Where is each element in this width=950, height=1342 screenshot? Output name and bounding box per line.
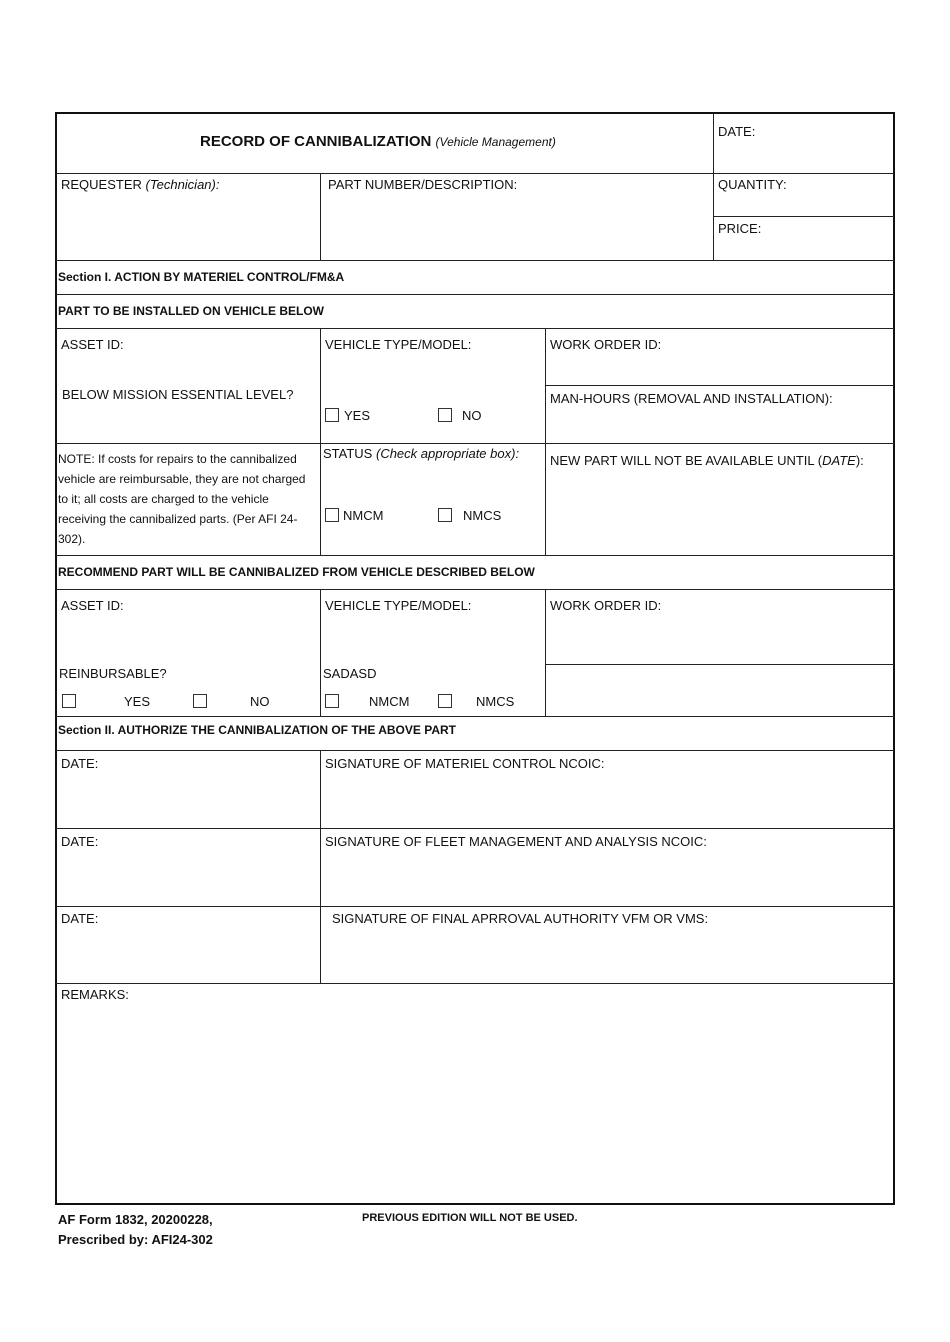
- remarks-label: REMARKS:: [61, 987, 129, 1002]
- edition-notice: PREVIOUS EDITION WILL NOT BE USED.: [362, 1212, 578, 1224]
- rule: [56, 589, 894, 590]
- rule: [56, 828, 894, 829]
- reimb-yes-checkbox[interactable]: [62, 694, 76, 708]
- form-title-main: RECORD OF CANNIBALIZATION: [200, 133, 432, 150]
- reimb-yes-label: YES: [124, 694, 151, 709]
- rule: [56, 260, 894, 261]
- part-number-label: PART NUMBER/DESCRIPTION:: [328, 177, 518, 192]
- rule: [56, 716, 894, 717]
- form-id: AF Form 1832, 20200228,: [58, 1212, 213, 1227]
- install-heading: PART TO BE INSTALLED ON VEHICLE BELOW: [58, 304, 325, 318]
- cost-note: NOTE: If costs for repairs to the cannibalized vehicle are reimbursable, they are not charged to it; all costs are charged to the vehicle receiving the cannibalized parts. (Per AFI 24-302).: [58, 452, 306, 546]
- rule: [56, 906, 894, 907]
- new-part-label: NEW PART WILL NOT BE AVAILABLE UNTIL (DATE):: [550, 453, 864, 468]
- rule: [545, 385, 894, 386]
- status-label: STATUS (Check appropriate box):: [323, 446, 520, 461]
- mel-yes-checkbox[interactable]: [325, 408, 339, 422]
- rule: [713, 216, 894, 217]
- final-approval-signature-label: SIGNATURE OF FINAL APRROVAL AUTHORITY VFM OR VMS:: [332, 911, 709, 926]
- rule: [545, 328, 546, 555]
- rule: [320, 328, 321, 555]
- work-order-label: WORK ORDER ID:: [550, 337, 662, 352]
- form-title: [200, 133, 556, 150]
- fleet-signature-label: SIGNATURE OF FLEET MANAGEMENT AND ANALYSIS NCOIC:: [325, 834, 707, 849]
- price-label: PRICE:: [718, 221, 762, 236]
- recommend-heading: RECOMMEND PART WILL BE CANNIBALIZED FROM VEHICLE DESCRIBED BELOW: [58, 565, 535, 579]
- rule: [56, 173, 894, 174]
- rule: [56, 555, 894, 556]
- donor-vehicle-type-label: VEHICLE TYPE/MODEL:: [325, 598, 472, 613]
- mel-yes-label: YES: [344, 408, 371, 423]
- rule: [56, 750, 894, 751]
- rule: [56, 983, 894, 984]
- section-one-heading: Section I. ACTION BY MATERIEL CONTROL/FM&A: [58, 270, 345, 284]
- rule: [320, 750, 321, 983]
- donor-nmcm-label: NMCM: [369, 694, 410, 709]
- status-nmcs-checkbox[interactable]: [438, 508, 452, 522]
- mel-no-label: NO: [462, 408, 482, 423]
- asset-id-label: ASSET ID:: [61, 337, 124, 352]
- rule: [56, 443, 894, 444]
- materiel-signature-label: SIGNATURE OF MATERIEL CONTROL NCOIC:: [325, 756, 605, 771]
- vehicle-type-label: VEHICLE TYPE/MODEL:: [325, 337, 472, 352]
- prescribed-by: Prescribed by: AFI24-302: [58, 1232, 213, 1247]
- rule: [56, 328, 894, 329]
- reimbursable-label: REINBURSABLE?: [59, 666, 167, 681]
- date-label-1: DATE:: [61, 756, 99, 771]
- status-nmcm-label: NMCM: [343, 508, 384, 523]
- status-nmcs-label: NMCS: [463, 508, 502, 523]
- donor-work-order-label: WORK ORDER ID:: [550, 598, 662, 613]
- man-hours-label: MAN-HOURS (REMOVAL AND INSTALLATION):: [550, 391, 833, 406]
- requester-label: REQUESTER (Technician):: [61, 177, 220, 192]
- rule: [545, 664, 894, 665]
- status-nmcm-checkbox[interactable]: [325, 508, 339, 522]
- date-label-2: DATE:: [61, 834, 99, 849]
- sadasd-label: SADASD: [323, 666, 377, 681]
- mel-no-checkbox[interactable]: [438, 408, 452, 422]
- donor-nmcs-checkbox[interactable]: [438, 694, 452, 708]
- section-two-heading: Section II. AUTHORIZE THE CANNIBALIZATION OF THE ABOVE PART: [58, 723, 456, 737]
- donor-nmcm-checkbox[interactable]: [325, 694, 339, 708]
- quantity-label: QUANTITY:: [718, 177, 787, 192]
- reimb-no-checkbox[interactable]: [193, 694, 207, 708]
- below-mel-label: BELOW MISSION ESSENTIAL LEVEL?: [62, 387, 294, 402]
- donor-asset-id-label: ASSET ID:: [61, 598, 124, 613]
- form-title-sub: (Vehicle Management): [435, 135, 556, 149]
- rule: [320, 589, 321, 716]
- date-field-label: DATE:: [718, 124, 756, 139]
- donor-nmcs-label: NMCS: [476, 694, 515, 709]
- rule: [320, 173, 321, 260]
- rule: [713, 113, 714, 260]
- rule: [545, 589, 546, 716]
- date-label-3: DATE:: [61, 911, 99, 926]
- rule: [56, 294, 894, 295]
- reimb-no-label: NO: [250, 694, 270, 709]
